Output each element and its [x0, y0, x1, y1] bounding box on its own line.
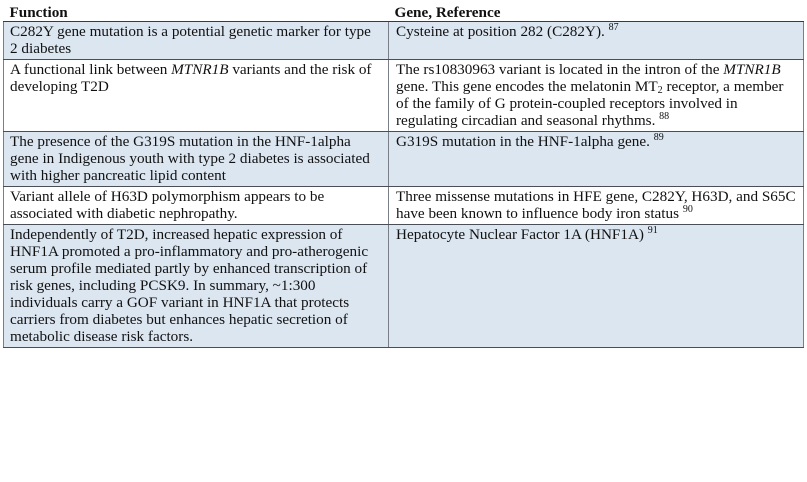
reference-cell: [389, 22, 804, 60]
function-cell: [4, 22, 389, 60]
subscript: 2: [657, 85, 663, 96]
function-cell: [4, 225, 389, 348]
reference-cell: [389, 132, 804, 187]
table-row: [4, 187, 804, 225]
table-header-row: [4, 3, 804, 22]
table-row: [4, 225, 804, 348]
reference-cell: [389, 225, 804, 348]
function-text: Independently of T2D, increased hepatic expression of HNF1A promoted a pro-inflammatory and pro-atherogenic serum profile mediated partly by enhanced transcription of risk genes, including PCSK9. In summary, ~1:300 individuals carry a GOF variant in HNF1A that protects carriers from diabetes but enhances hepatic secretion of metabolic disease risk factors.: [10, 226, 369, 345]
header-gene-reference: Gene, Reference: [389, 3, 804, 22]
reference-cell: [389, 60, 804, 132]
table-row: [4, 60, 804, 132]
table-row: [4, 132, 804, 187]
header-function: Function: [4, 3, 389, 22]
reference-cell: [389, 187, 804, 225]
reference-text: Hepatocyte Nuclear Factor 1A (HNF1A): [396, 226, 644, 243]
reference-text: gene. This gene encodes the melatonin MT: [396, 78, 658, 95]
function-cell: [4, 60, 389, 132]
reference-text: G319S mutation in the HNF-1alpha gene.: [396, 133, 650, 150]
reference-text: The rs10830963 variant is located in the intron of the: [396, 61, 724, 78]
reference-text: Three missense mutations in HFE gene, C282Y, H63D, and S65C have been known to influence body iron status: [396, 188, 796, 222]
function-text: A functional link between: [10, 61, 172, 78]
gene-function-table: [3, 3, 804, 348]
citation-number: 91: [647, 224, 658, 236]
function-text: C282Y gene mutation is a potential genetic marker for type 2 diabetes: [10, 23, 371, 57]
function-text: variants and the risk of developing T2D: [10, 61, 372, 95]
reference-text: Cysteine at position 282 (C282Y).: [396, 23, 605, 40]
reference-text: receptor, a member of the family of G protein-coupled receptors involved in regulating circadian and seasonal rhythms.: [396, 78, 784, 129]
function-cell: [4, 132, 389, 187]
gene-name: MTNR1B: [171, 61, 229, 78]
function-text: The presence of the G319S mutation in the HNF-1alpha gene in Indigenous youth with type 2 diabetes is associated with higher pancreatic lipid content: [10, 133, 370, 184]
function-text: Variant allele of H63D polymorphism appears to be associated with diabetic nephropathy.: [10, 188, 325, 222]
table-row: [4, 22, 804, 60]
gene-name: MTNR1B: [723, 61, 781, 78]
citation-number: 90: [682, 203, 693, 215]
function-cell: [4, 187, 389, 225]
citation-number: 88: [659, 110, 670, 122]
citation-number: 87: [608, 21, 619, 33]
citation-number: 89: [653, 131, 664, 143]
